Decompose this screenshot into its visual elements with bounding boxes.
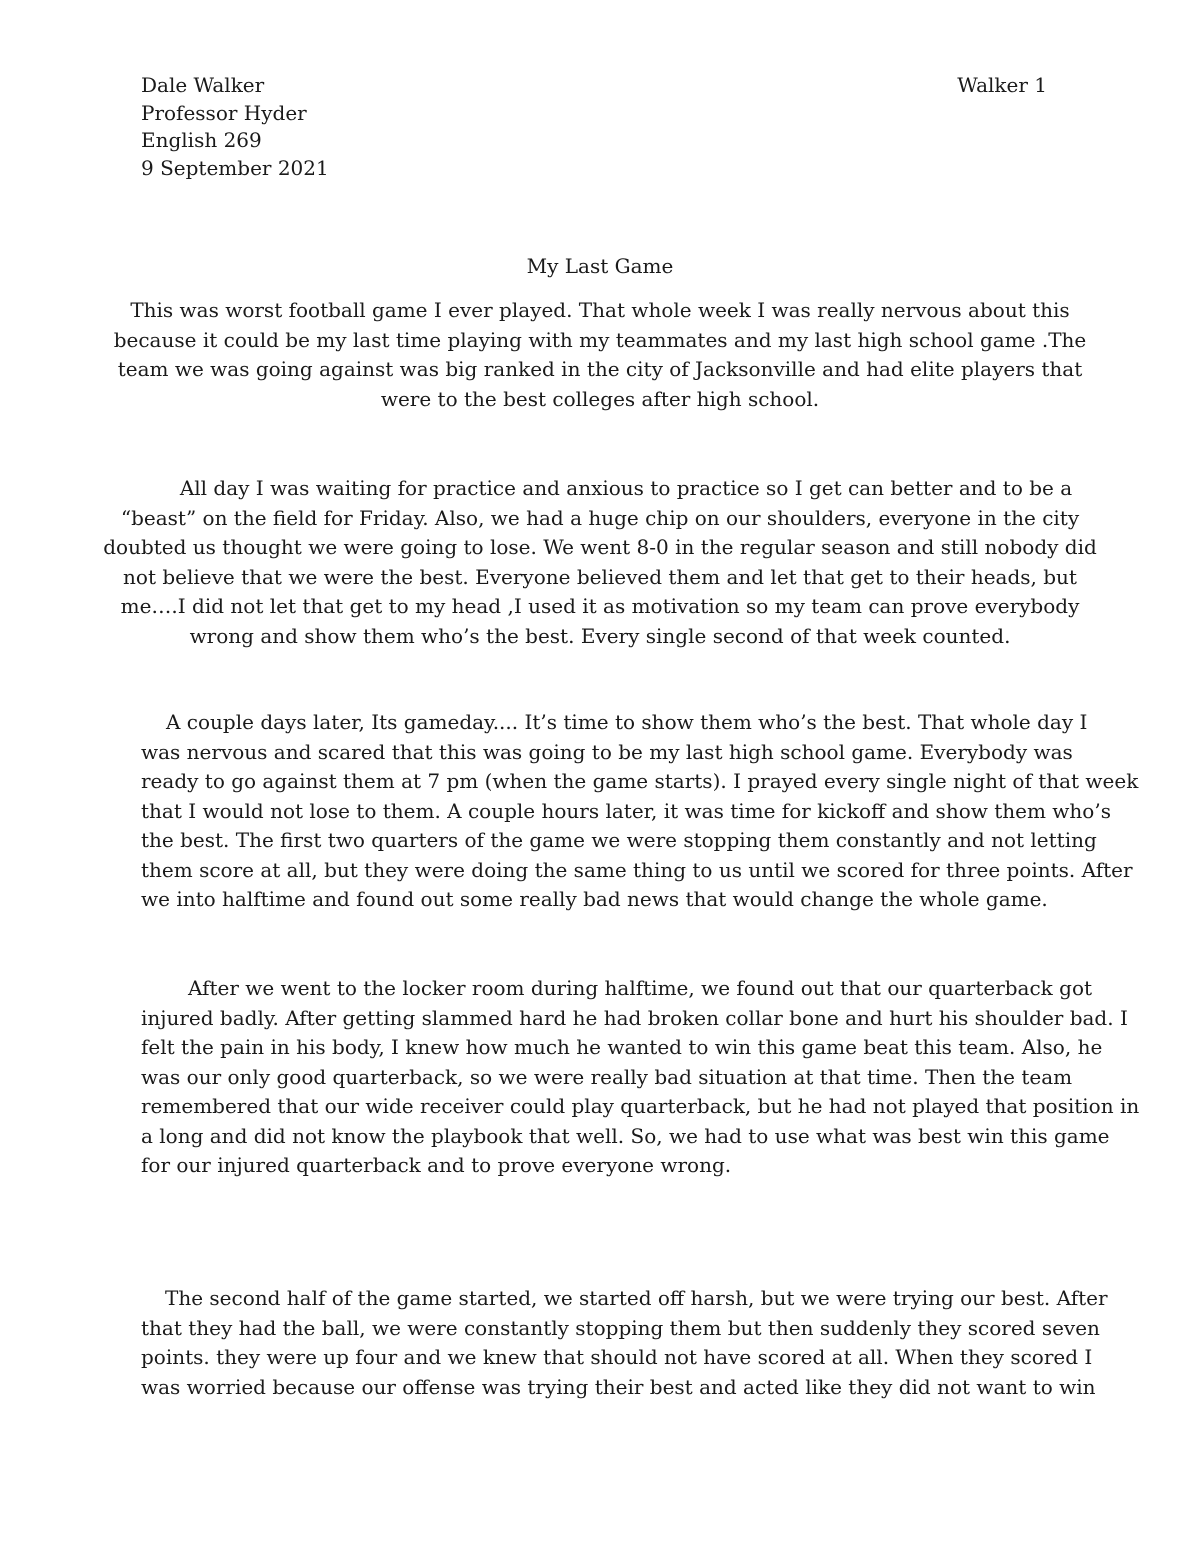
paragraph-line: felt the pain in his body, I knew how much he wanted to win this game beat this team. Also, he (141, 1035, 1103, 1059)
running-header-page-number: Walker 1 (957, 73, 1047, 97)
paragraph-line: injured badly. After getting slammed hard he had broken collar bone and hurt his shoulder bad. I (141, 1005, 1128, 1030)
paragraph-line: After we went to the locker room during halftime, we found out that our quarterback got (188, 976, 1093, 1000)
paragraph-line: ready to go against them at 7 pm (when the game starts). I prayed every single night of that week (141, 769, 1139, 793)
heading-block (141, 72, 329, 182)
paragraph-line: This was worst football game I ever played. That whole week I was really nervous about this (130, 298, 1070, 322)
paragraph-1 (0, 296, 1200, 414)
paragraph-line: “beast” on the field for Friday. Also, we had a huge chip on our shoulders, everyone in the city (120, 505, 1080, 530)
paragraph-line: that they had the ball, we were constantly stopping them but then suddenly they scored seven (141, 1315, 1100, 1340)
paragraph-line: that I would not lose to them. A couple hours later, it was time for kickoff and show them who’s (141, 798, 1111, 823)
submission-date: 9 September 2021 (141, 155, 329, 180)
paragraph-line: was nervous and scared that this was going to be my last high school game. Everybody was (141, 739, 1073, 764)
paragraph-line: The second half of the game started, we started off harsh, but we were trying our best. After (165, 1286, 1108, 1310)
essay-title: My Last Game (526, 254, 674, 278)
paragraph-line: the best. The first two quarters of the game we were stopping them constantly and not letting (141, 828, 1097, 852)
paragraph-line: we into halftime and found out some really bad news that would change the whole game. (141, 887, 1048, 911)
paragraph-line: me….I did not let that get to my head ,I used it as motivation so my team can prove everybody (120, 594, 1080, 618)
paragraph-5 (141, 1284, 1108, 1402)
paragraph-line: them score at all, but they were doing the same thing to us until we scored for three points. After (141, 857, 1133, 882)
paragraph-4 (141, 974, 1140, 1181)
paragraph-3 (141, 708, 1139, 915)
paragraph-line: was worried because our offense was trying their best and acted like they did not want to win (141, 1374, 1096, 1399)
instructor-name: Professor Hyder (141, 100, 307, 125)
author-name: Dale Walker (141, 73, 265, 97)
paragraph-2 (0, 474, 1200, 651)
paragraph-line: a long and did not know the playbook that well. So, we had to use what was best win this game (141, 1123, 1110, 1148)
paragraph-line: was our only good quarterback, so we were really bad situation at that time. Then the team (141, 1064, 1073, 1089)
course-name: English 269 (141, 128, 262, 152)
paragraph-line: A couple days later, Its gameday.... It’s time to show them who’s the best. That whole day I (166, 710, 1088, 734)
paragraph-line: points. they were up four and we knew that should not have scored at all. When they scored I (141, 1345, 1093, 1369)
paragraph-line: because it could be my last time playing with my teammates and my last high school game .The (113, 327, 1087, 352)
paragraph-line: were to the best colleges after high school. (380, 386, 820, 411)
paragraph-line: doubted us thought we were going to lose. We went 8-0 in the regular season and still nobody did (103, 535, 1097, 559)
paragraph-line: wrong and show them who’s the best. Every single second of that week counted. (189, 623, 1011, 648)
paragraph-line: All day I was waiting for practice and anxious to practice so I get can better and to be a (179, 476, 1073, 500)
paragraph-line: remembered that our wide receiver could play quarterback, but he had not played that position in (141, 1094, 1140, 1118)
paragraph-line: for our injured quarterback and to prove everyone wrong. (141, 1153, 732, 1177)
paragraph-line: team we was going against was big ranked in the city of Jacksonville and had elite players that (117, 357, 1083, 381)
paragraph-line: not believe that we were the best. Everyone believed them and let that get to their heads, but (123, 564, 1077, 589)
